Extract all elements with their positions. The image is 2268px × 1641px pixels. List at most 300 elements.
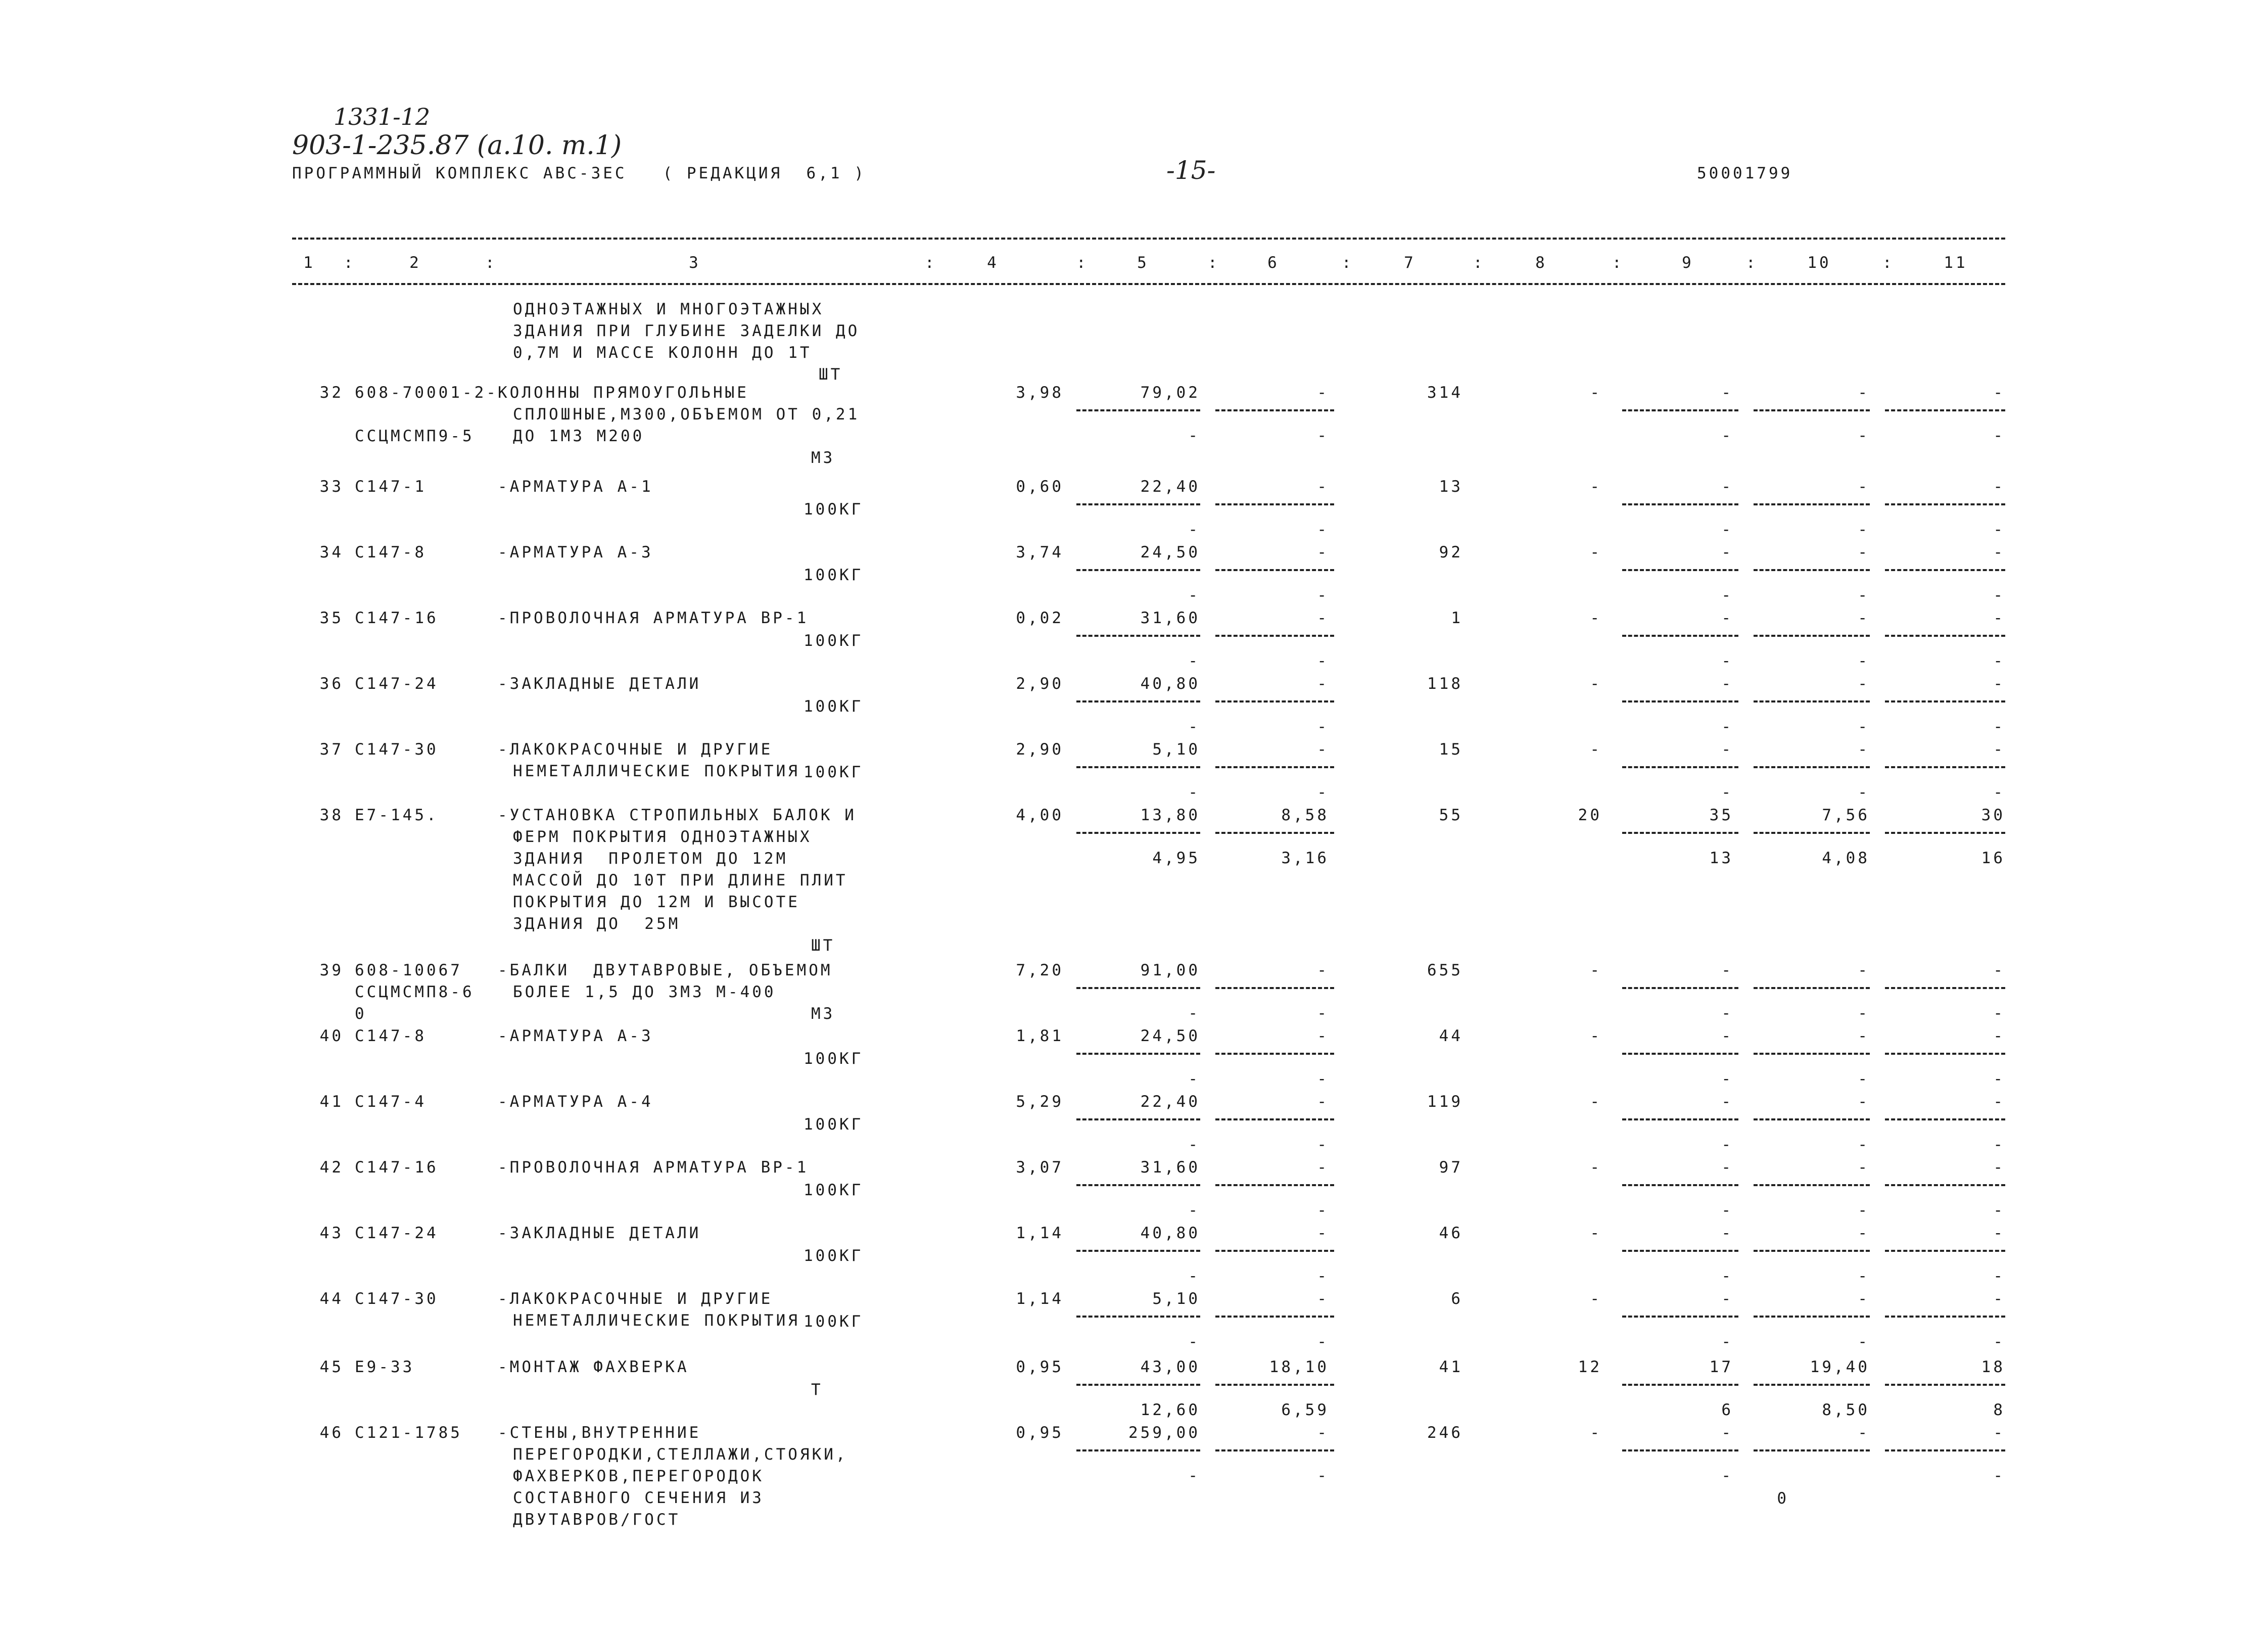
column-number-label: 6 [1267,254,1280,272]
row-subvalue-c11: - [1993,1004,2005,1022]
row-value-c6: 8,58 [1281,806,1329,824]
row-subvalue-c10: - [1858,1136,1870,1154]
row-code: ССЦМСМП8-6 [355,983,475,1001]
row-value-c6: - [1317,1224,1329,1242]
row-value-c7: 55 [1439,806,1463,824]
row-value-c8: - [1590,1027,1602,1045]
row-value-c10: - [1858,1158,1870,1177]
row-description: ЗДАНИЯ ПРОЛЕТОМ ДО 12М [513,850,788,868]
row-value-c6: - [1317,1424,1329,1442]
row-value-c6: - [1317,1290,1329,1308]
row-description: БОЛЕЕ 1,5 ДО 3М3 М-400 [513,983,776,1001]
row-number: 45 [319,1358,344,1376]
row-code: С147-8 [355,1027,427,1045]
row-value-c4: 3,98 [1016,384,1064,402]
row-number: 37 [319,740,344,759]
row-subvalue-c10: - [1858,1333,1870,1351]
row-value-c7: 118 [1427,675,1463,693]
row-value-c11: - [1993,1224,2005,1242]
row-value-c8: - [1590,543,1602,561]
row-value-c4: 3,07 [1016,1158,1064,1177]
row-subtotal-rule [1885,503,2005,505]
row-subtotal-rule [1622,1384,1738,1386]
column-number-label: 11 [1944,254,1968,272]
row-description: -УСТАНОВКА СТРОПИЛЬНЫХ БАЛОК И [498,806,857,824]
row-description: -ЛАКОКРАСОЧНЫЕ И ДРУГИЕ [498,740,773,759]
row-value-c7: 92 [1439,543,1463,561]
row-value-c4: 1,14 [1016,1290,1064,1308]
row-value-c8: - [1590,384,1602,402]
row-subvalue-c5: - [1188,783,1200,802]
row-value-c4: 2,90 [1016,740,1064,759]
row-subvalue-c6: - [1317,427,1329,445]
row-value-c9: - [1721,675,1733,693]
column-number-label: 3 [689,254,701,272]
row-subtotal-rule [1076,569,1200,571]
row-subtotal-rule [1215,503,1334,505]
continuation-line: ЗДАНИЯ ПРИ ГЛУБИНЕ ЗАДЕЛКИ ДО [513,322,860,340]
row-value-c5: 79,02 [1140,384,1200,402]
row-value-c7: 97 [1439,1158,1463,1177]
row-number: 32 [319,384,344,402]
row-subtotal-rule [1076,409,1200,411]
row-value-c4: 0,02 [1016,609,1064,627]
row-subtotal-rule [1885,1384,2005,1386]
row-subtotal-rule [1076,1118,1200,1120]
row-value-c6: - [1317,675,1329,693]
row-subtotal-rule [1885,1316,2005,1318]
column-number-label: 2 [409,254,421,272]
row-subtotal-rule [1622,409,1738,411]
row-subvalue-c5: - [1188,1467,1200,1485]
row-subvalue-c11: - [1993,1333,2005,1351]
row-subvalue-c11: - [1993,1467,2005,1485]
row-subtotal-rule [1754,1053,1870,1055]
row-value-c11: - [1993,1158,2005,1177]
row-subvalue-c10: - [1858,521,1870,539]
row-subvalue-c10: - [1858,586,1870,604]
row-subvalue-c9: - [1721,652,1733,670]
row-subvalue-c10: - [1858,718,1870,736]
row-subvalue-c6: - [1317,652,1329,670]
row-code: С147-24 [355,1224,439,1242]
row-code: Е7-145. [355,806,439,824]
table-top-rule [292,238,2005,240]
row-description: -СТЕНЫ,ВНУТРЕННИЕ [498,1424,701,1442]
row-subtotal-rule [1754,409,1870,411]
row-value-c6: - [1317,543,1329,561]
row-value-c11: - [1993,609,2005,627]
row-subvalue-c11: - [1993,1070,2005,1088]
column-separator: : [1342,254,1354,272]
row-description: -АРМАТУРА А-1 [498,478,653,496]
row-value-c5: 259,00 [1128,1424,1200,1442]
row-subtotal-rule [1885,1118,2005,1120]
column-number-label: 8 [1535,254,1547,272]
row-subtotal-rule [1754,700,1870,702]
row-value-c4: 1,14 [1016,1224,1064,1242]
row-description: ПЕРЕГОРОДКИ,СТЕЛЛАЖИ,СТОЯКИ, [513,1445,848,1464]
column-separator: : [485,254,497,272]
row-subtotal-rule [1885,1184,2005,1186]
row-subvalue-c9: - [1721,1136,1733,1154]
row-value-c7: 46 [1439,1224,1463,1242]
row-value-c7: 1 [1451,609,1463,627]
row-code: 608-70001-2- [355,384,498,402]
row-subtotal-rule [1076,1384,1200,1386]
row-subtotal-rule [1215,700,1334,702]
row-subtotal-rule [1076,700,1200,702]
column-number-label: 5 [1137,254,1149,272]
continuation-line: ОДНОЭТАЖНЫХ И МНОГОЭТАЖНЫХ [513,300,824,318]
row-value-c10: - [1858,384,1870,402]
row-number: 36 [319,675,344,693]
row-value-c9: - [1721,609,1733,627]
row-value-c9: - [1721,1027,1733,1045]
row-subtotal-rule [1754,1184,1870,1186]
row-subvalue-c6: - [1317,718,1329,736]
row-subtotal-rule [1885,1250,2005,1252]
row-code: С147-1 [355,478,427,496]
row-unit: ШТ [811,936,835,955]
row-number: 33 [319,478,344,496]
row-subvalue-c9: - [1721,1467,1733,1485]
row-value-c5: 43,00 [1140,1358,1200,1376]
row-subtotal-rule [1754,1316,1870,1318]
row-subtotal-rule [1754,1449,1870,1451]
row-subtotal-rule [1215,987,1334,989]
row-subvalue-c9: 13 [1709,849,1733,867]
row-subtotal-rule [1215,1053,1334,1055]
row-value-c9: - [1721,1224,1733,1242]
row-unit: 100КГ [804,1181,864,1199]
row-subvalue-c6: - [1317,1267,1329,1285]
continuation-unit: ШТ [819,365,843,384]
row-number: 40 [319,1027,344,1045]
row-value-c5: 13,80 [1140,806,1200,824]
row-subvalue-c9: - [1721,718,1733,736]
row-description: -ЗАКЛАДНЫЕ ДЕТАЛИ [498,1224,701,1242]
column-separator: : [1612,254,1624,272]
column-separator: : [925,254,937,272]
row-code: С147-24 [355,675,439,693]
row-subvalue-c11: 16 [1981,849,2005,867]
row-value-c10: - [1858,961,1870,979]
row-value-c4: 4,00 [1016,806,1064,824]
row-subvalue-c6: - [1317,1070,1329,1088]
row-description: НЕМЕТАЛЛИЧЕСКИЕ ПОКРЫТИЯ [513,762,800,780]
column-number-label: 10 [1807,254,1831,272]
row-number: 42 [319,1158,344,1177]
row-value-c8: - [1590,1093,1602,1111]
row-value-c10: - [1858,1224,1870,1242]
row-value-c4: 0,95 [1016,1358,1064,1376]
row-description: СОСТАВНОГО СЕЧЕНИЯ ИЗ [513,1489,764,1507]
row-value-c11: 30 [1981,806,2005,824]
row-value-c10: - [1858,609,1870,627]
row-value-c8: 20 [1578,806,1602,824]
row-subtotal-rule [1215,1384,1334,1386]
row-subtotal-rule [1076,635,1200,637]
row-subvalue-c5: - [1188,1201,1200,1220]
row-description: НЕМЕТАЛЛИЧЕСКИЕ ПОКРЫТИЯ [513,1311,800,1330]
column-number-label: 1 [303,254,315,272]
row-subvalue-c9: - [1721,586,1733,604]
row-description: СПЛОШНЫЕ,М300,ОБЪЕМОМ ОТ 0,21 [513,405,860,424]
row-subtotal-rule [1622,635,1738,637]
row-unit: 100КГ [804,763,864,781]
row-subtotal-rule [1215,1316,1334,1318]
row-value-c11: 18 [1981,1358,2005,1376]
row-value-c11: - [1993,1424,2005,1442]
row-subtotal-rule [1754,635,1870,637]
row-value-c9: - [1721,1158,1733,1177]
row-subvalue-c11: - [1993,1267,2005,1285]
row-code: С147-8 [355,543,427,561]
row-subtotal-rule [1885,1053,2005,1055]
row-value-c6: - [1317,1093,1329,1111]
row-number: 34 [319,543,344,561]
row-subtotal-rule [1622,1118,1738,1120]
row-unit: М3 [811,449,835,467]
row-value-c4: 2,90 [1016,675,1064,693]
row-subtotal-rule [1754,1250,1870,1252]
row-subtotal-rule [1754,832,1870,834]
row-value-c6: - [1317,1027,1329,1045]
column-separator: : [344,254,356,272]
row-subtotal-rule [1622,987,1738,989]
row-value-c7: 41 [1439,1358,1463,1376]
row-subvalue-c5: 4,95 [1152,849,1200,867]
row-subvalue-c10: - [1858,1201,1870,1220]
row-subtotal-rule [1622,1316,1738,1318]
row-subvalue-c10: - [1858,1070,1870,1088]
row-code: 608-10067 [355,961,462,979]
row-subtotal-rule [1215,766,1334,768]
row-unit: 100КГ [804,697,864,716]
row-value-c5: 24,50 [1140,1027,1200,1045]
row-value-c8: 12 [1578,1358,1602,1376]
row-subtotal-rule [1622,503,1738,505]
row-value-c6: - [1317,961,1329,979]
row-value-c6: 18,10 [1269,1358,1329,1376]
row-value-c10: - [1858,543,1870,561]
row-subtotal-rule [1215,409,1334,411]
row-subvalue-c10: - [1858,427,1870,445]
row-subtotal-rule [1622,700,1738,702]
row-subvalue-c9: - [1721,783,1733,802]
row-value-c10: - [1858,478,1870,496]
row-subtotal-rule [1076,1184,1200,1186]
row-subtotal-rule [1622,1250,1738,1252]
row-unit: 100КГ [804,1050,864,1068]
row-subtotal-rule [1754,569,1870,571]
row-subtotal-rule [1754,503,1870,505]
row-code: С121-1785 [355,1424,462,1442]
row-value-c4: 3,74 [1016,543,1064,561]
row-description: -МОНТАЖ ФАХВЕРКА [498,1358,689,1376]
column-number-label: 7 [1404,254,1416,272]
row-subvalue-c6: - [1317,1333,1329,1351]
row-code: 0 [355,1005,367,1023]
row-subtotal-rule [1215,635,1334,637]
row-subtotal-rule [1076,1250,1200,1252]
handwritten-sheet-number: 1331-12 [334,103,431,130]
row-value-c11: - [1993,961,2005,979]
row-description: ФАХВЕРКОВ,ПЕРЕГОРОДОК [513,1467,764,1485]
row-value-c7: 6 [1451,1290,1463,1308]
row-subtotal-rule [1885,766,2005,768]
row-value-c10: - [1858,1290,1870,1308]
row-subvalue-c11: - [1993,718,2005,736]
row-number: 35 [319,609,344,627]
handwritten-project-code: 903-1-235.87 (a.10. т.1) [292,130,622,161]
row-value-c8: - [1590,1424,1602,1442]
row-subvalue-c6: - [1317,521,1329,539]
row-value-c5: 22,40 [1140,478,1200,496]
row-subvalue-c11: - [1993,652,2005,670]
row-subvalue-c11: - [1993,1201,2005,1220]
row-number: 43 [319,1224,344,1242]
row-subtotal-rule [1885,569,2005,571]
row-description: МАССОЙ ДО 10Т ПРИ ДЛИНЕ ПЛИТ [513,871,848,889]
row-subvalue-c11: 8 [1993,1401,2005,1419]
row-subvalue-c6: - [1317,1467,1329,1485]
row-subtotal-rule [1622,569,1738,571]
row-unit: 100КГ [804,632,864,650]
row-value-c8: - [1590,961,1602,979]
row-subvalue-c6: - [1317,1136,1329,1154]
row-value-c4: 1,81 [1016,1027,1064,1045]
row-subvalue-c5: - [1188,1267,1200,1285]
row-subtotal-rule [1215,832,1334,834]
row-unit: 100КГ [804,500,864,519]
program-title: ПРОГРАММНЫЙ КОМПЛЕКС АВС-3ЕС ( РЕДАКЦИЯ 6,1 ) [292,164,866,182]
row-value-c7: 119 [1427,1093,1463,1111]
row-subvalue-c6: - [1317,1201,1329,1220]
row-subtotal-rule [1076,1449,1200,1451]
row-subtotal-rule [1076,832,1200,834]
row-subvalue-c11: - [1993,1136,2005,1154]
row-subtotal-rule [1215,1449,1334,1451]
table-header-rule [292,283,2005,285]
row-description: -АРМАТУРА А-3 [498,1027,653,1045]
row-value-c11: - [1993,543,2005,561]
row-value-c7: 44 [1439,1027,1463,1045]
row-value-c6: - [1317,384,1329,402]
row-subvalue-c9: - [1721,521,1733,539]
row-subvalue-c9: - [1721,1070,1733,1088]
row-number: 44 [319,1290,344,1308]
row-value-c10: - [1858,1424,1870,1442]
row-subtotal-rule [1622,1449,1738,1451]
row-subvalue-c10: 8,50 [1822,1401,1870,1419]
column-separator: : [1076,254,1089,272]
column-separator: : [1882,254,1895,272]
row-subtotal-rule [1754,987,1870,989]
row-subvalue-c9: - [1721,1201,1733,1220]
row-value-c6: - [1317,609,1329,627]
row-subvalue-c5: - [1188,1070,1200,1088]
row-value-c4: 0,95 [1016,1424,1064,1442]
row-code: С147-16 [355,1158,439,1177]
row-value-c10: - [1858,740,1870,759]
row-code: С147-16 [355,609,439,627]
row-subvalue-c6: 6,59 [1281,1401,1329,1419]
row-subtotal-rule [1885,635,2005,637]
row-unit: 100КГ [804,566,864,584]
row-number: 38 [319,806,344,824]
row-value-c8: - [1590,478,1602,496]
row-subvalue-c10: 4,08 [1822,849,1870,867]
row-subtotal-rule [1622,766,1738,768]
row-description: ЗДАНИЯ ДО 25М [513,915,681,933]
row-subvalue-c10: - [1858,783,1870,802]
row-value-c5: 40,80 [1140,675,1200,693]
row-value-c10: 19,40 [1810,1358,1870,1376]
row-value-c9: - [1721,543,1733,561]
row-description: -ЗАКЛАДНЫЕ ДЕТАЛИ [498,675,701,693]
column-separator: : [1746,254,1758,272]
row-subvalue-c5: - [1188,718,1200,736]
row-subvalue-c5: - [1188,521,1200,539]
row-subvalue-c5: - [1188,652,1200,670]
row-value-c6: - [1317,1158,1329,1177]
row-subvalue-c6: - [1317,586,1329,604]
row-value-c5: 5,10 [1152,1290,1200,1308]
row-subtotal-rule [1622,832,1738,834]
row-value-c5: 40,80 [1140,1224,1200,1242]
row-value-c9: - [1721,1424,1733,1442]
row-number: 46 [319,1424,344,1442]
row-value-c5: 24,50 [1140,543,1200,561]
row-value-c9: - [1721,1290,1733,1308]
row-subvalue-c10: - [1858,1004,1870,1022]
row-description: -ПРОВОЛОЧНАЯ АРМАТУРА ВР-1 [498,609,809,627]
row-value-c11: - [1993,1027,2005,1045]
row-value-c9: - [1721,478,1733,496]
row-subvalue-c10: 0 [1777,1489,1789,1508]
row-value-c10: - [1858,1027,1870,1045]
row-subtotal-rule [1622,1053,1738,1055]
row-subtotal-rule [1076,1053,1200,1055]
row-description: ПОКРЫТИЯ ДО 12М И ВЫСОТЕ [513,893,800,911]
document-code: 50001799 [1697,164,1793,182]
row-code: С147-30 [355,1290,439,1308]
row-subtotal-rule [1754,1118,1870,1120]
row-value-c11: - [1993,1290,2005,1308]
row-value-c11: - [1993,740,2005,759]
row-value-c5: 5,10 [1152,740,1200,759]
row-subtotal-rule [1076,1316,1200,1318]
row-value-c9: - [1721,384,1733,402]
row-value-c9: - [1721,740,1733,759]
row-value-c11: - [1993,478,2005,496]
row-value-c9: - [1721,1093,1733,1111]
row-value-c8: - [1590,1158,1602,1177]
row-unit: 100КГ [804,1115,864,1134]
row-value-c7: 246 [1427,1424,1463,1442]
row-subvalue-c11: - [1993,427,2005,445]
row-description: -АРМАТУРА А-3 [498,543,653,561]
row-code: ССЦМСМП9-5 [355,427,475,445]
row-subtotal-rule [1076,503,1200,505]
row-unit: Т [811,1381,823,1399]
row-unit: 100КГ [804,1312,864,1331]
row-value-c7: 314 [1427,384,1463,402]
row-value-c5: 22,40 [1140,1093,1200,1111]
column-separator: : [1473,254,1485,272]
